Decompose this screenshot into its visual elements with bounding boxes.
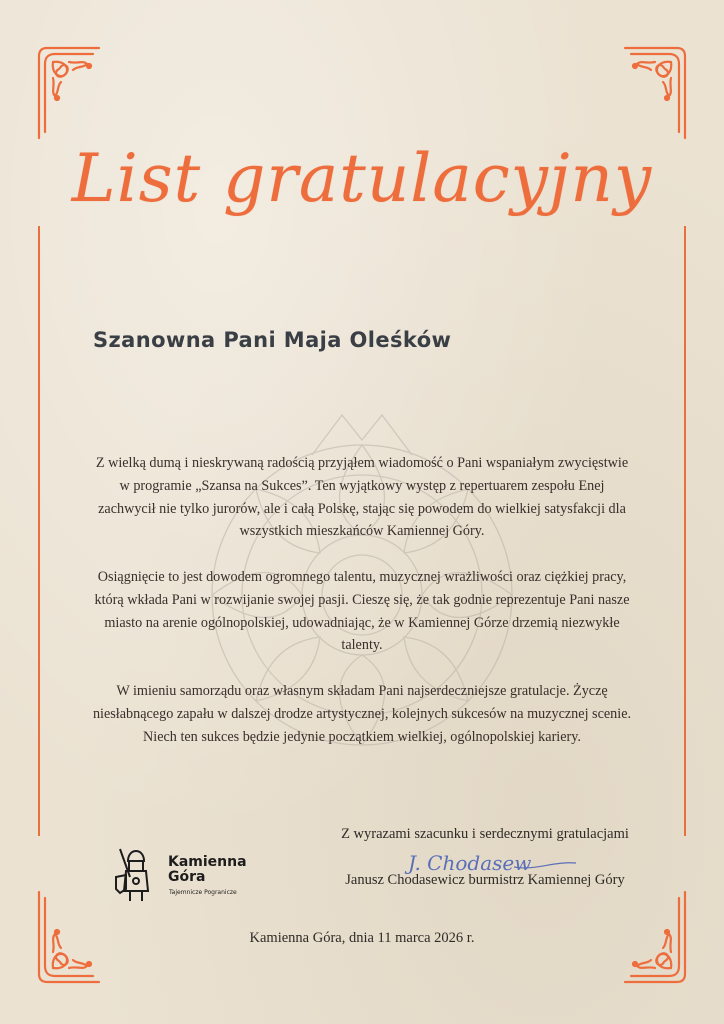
closing-line: Z wyrazami szacunku i serdecznymi gratulacjami bbox=[341, 826, 629, 842]
body-paragraph-3: W imieniu samorządu oraz własnym składam Pani najserdeczniejsze gratulacje. Życzę niesłabnącego zapału w dalszej drodze artystycznej, kolejnych sukcesów na muzycznej scenie. Niech ten sukces będzie jedynie początkiem wielkiej, ogólnopolskiej kariery. bbox=[92, 683, 632, 745]
corner-ornament-top-left bbox=[33, 42, 103, 142]
border-line-left bbox=[38, 226, 40, 836]
corner-ornament-top-right bbox=[621, 42, 691, 142]
logo-name: Kamienna Góra bbox=[168, 854, 247, 885]
document-title: List gratulacyjny bbox=[71, 140, 653, 217]
body-paragraph-1: Z wielką dumą i nieskrywaną radością przyjąłem wiadomość o Pani wspaniałym zwycięstwie w programie „Szansa na Sukces”. Ten wyjątkowy występ z repertuarem zespołu Enej zachwycił nie tylko jurorów, ale i całą Polskę, stając się powodem do wielkiej satysfakcji dla wszystkich mieszkańców Kamiennej Góry. bbox=[95, 455, 629, 540]
addressee-line: Szanowna Pani Maja Oleśków bbox=[93, 328, 452, 352]
place-and-date: Kamienna Góra, dnia 11 marca 2026 r. bbox=[249, 930, 475, 946]
border-line-right bbox=[684, 226, 686, 836]
signer-name: Janusz Chodasewicz burmistrz Kamiennej Góry bbox=[345, 872, 625, 888]
kamienna-gora-logo bbox=[112, 843, 262, 908]
svg-text:J. Chodasew: J. Chodasew bbox=[408, 851, 532, 875]
knight-icon bbox=[112, 843, 160, 905]
body-paragraph-2: Osiągnięcie to jest dowodem ogromnego talentu, muzycznej wrażliwości oraz ciężkiej pracy, którą wkłada Pani w rozwijanie swojej pasji. Cieszę się, że tak godnie reprezentuje Pani nasze miasto na arenie ogólnopolskiej, udowadniając, że w Kamiennej Górze drzemią niezwykłe talenty. bbox=[94, 569, 630, 654]
logo-tagline: Tajemnicze Pogranicze bbox=[169, 889, 237, 896]
